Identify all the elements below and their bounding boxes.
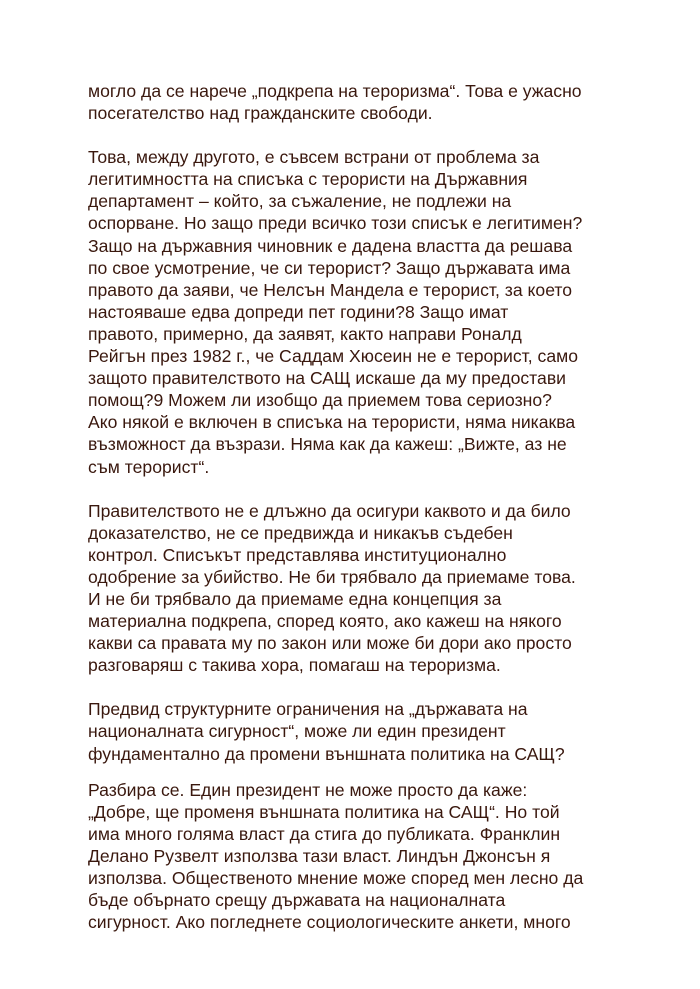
paragraph-2: Това, между другото, е съвсем встрани от проблема за легитимността на списъка с терористи на Държавния департамент – който, за съжаление, не подлежи на оспорване. Но защо преди всичко този списък е легитимен? Защо на държавния чиновник е дадена властта да решава по свое усмотрение, че си терорист? Защо държавата има правото да заяви, че Нелсън Мандела е терорист, за което настояваше едва допреди пет години?8 Защо имат правото, примерно, да заявят, както направи Роналд Рейгън през 1982 г., че Саддам Хюсеин не е терорист, само защото правителството на САЩ искаше да му предостави помощ?9 Можем ли изобщо да приемем това сериозно? Ако някой е включен в списъка на терористи, няма никаква възможност да възрази. Няма как да кажеш: „Вижте, аз не съм терорист“.	[88, 147, 583, 477]
paragraph-4-question: Предвид структурните ограничения на „държавата на националната сигурност“, може ли един президент фундаментално да промени външната политика на САЩ?	[88, 699, 565, 764]
paragraph-1: могло да се нарече „подкрепа на тероризма“. Това е ужасно посегателство над гражданските свободи.	[88, 81, 582, 124]
paragraph-5: Разбира се. Един президент не може просто да каже: „Добре, ще променя външната политика на САЩ“. Но той има много голяма власт да стига до публиката. Франклин Делано Рузвелт използва тази власт. Линдън Джонсън я използва. Общественото мнение може според мен лесно да бъде обърнато срещу държавата на националната сигурност. Ако погледнете социологическите анкети, много	[88, 779, 584, 933]
paragraph-3: Правителството не е длъжно да осигури каквото и да било доказателство, не се предвижда и никакъв съдебен контрол. Списъкът представлява институционално одобрение за убийство. Не би трябвало да приемаме това. И не би трябвало да приемаме една концепция за материална подкрепа, според която, ако кажеш на някого какви са правата му по закон или може би дори ако просто разговаряш с такива хора, помагаш на тероризма.	[88, 500, 576, 676]
body-text	[88, 80, 628, 955]
